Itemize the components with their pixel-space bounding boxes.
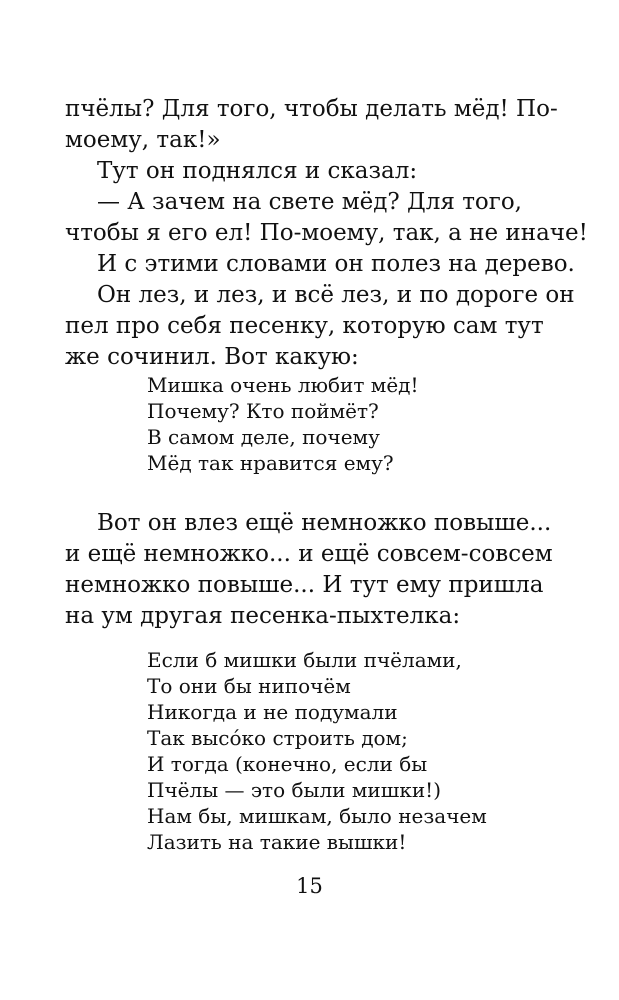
text-line: Тут он поднялся и сказал: [97,158,418,184]
verse-line: Почему? Кто поймёт? [147,399,379,423]
text-line: пел про себя песенку, которую сам тут [65,313,544,339]
verse-line: Пчёлы — это были мишки!) [147,778,442,802]
verse-line: Мёд так нравится ему? [147,451,394,475]
verse-line: В самом деле, почему [147,425,380,449]
verse-line: И тогда (конечно, если бы [147,752,428,776]
text-line: на ум другая песенка-пыхтелка: [65,603,461,629]
text-line: И с этими словами он полез на дерево. [97,251,575,277]
verse-line: Так высóко строить дом; [147,726,408,750]
verse-line: То они бы нипочём [147,674,351,698]
prose-block-top [65,94,588,373]
verse-stanza-2 [147,647,487,855]
verse-line: Нам бы, мишкам, было незачем [147,804,487,828]
text-line: моему, так!» [65,127,221,153]
text-line: Вот он влез ещё немножко повыше... [97,510,552,536]
page-number: 15 [296,874,323,898]
text-line: немножко повыше... И тут ему пришла [65,572,544,598]
verse-line: Никогда и не подумали [147,700,398,724]
verse-stanza-1 [147,372,419,476]
text-line: — А зачем на свете мёд? Для того, [97,189,522,215]
prose-block-middle [65,508,553,632]
text-line: чтобы я его ел! По-моему, так, а не иначе! [65,220,588,246]
text-line: и ещё немножко... и ещё совсем-совсем [65,541,553,567]
text-line: пчёлы? Для того, чтобы делать мёд! По- [65,96,558,122]
text-line: же сочинил. Вот какую: [65,344,359,370]
verse-line: Лазить на такие вышки! [147,830,407,854]
verse-line: Если б мишки были пчёлами, [147,648,462,672]
verse-line: Мишка очень любит мёд! [147,373,419,397]
text-line: Он лез, и лез, и всё лез, и по дороге он [97,282,575,308]
